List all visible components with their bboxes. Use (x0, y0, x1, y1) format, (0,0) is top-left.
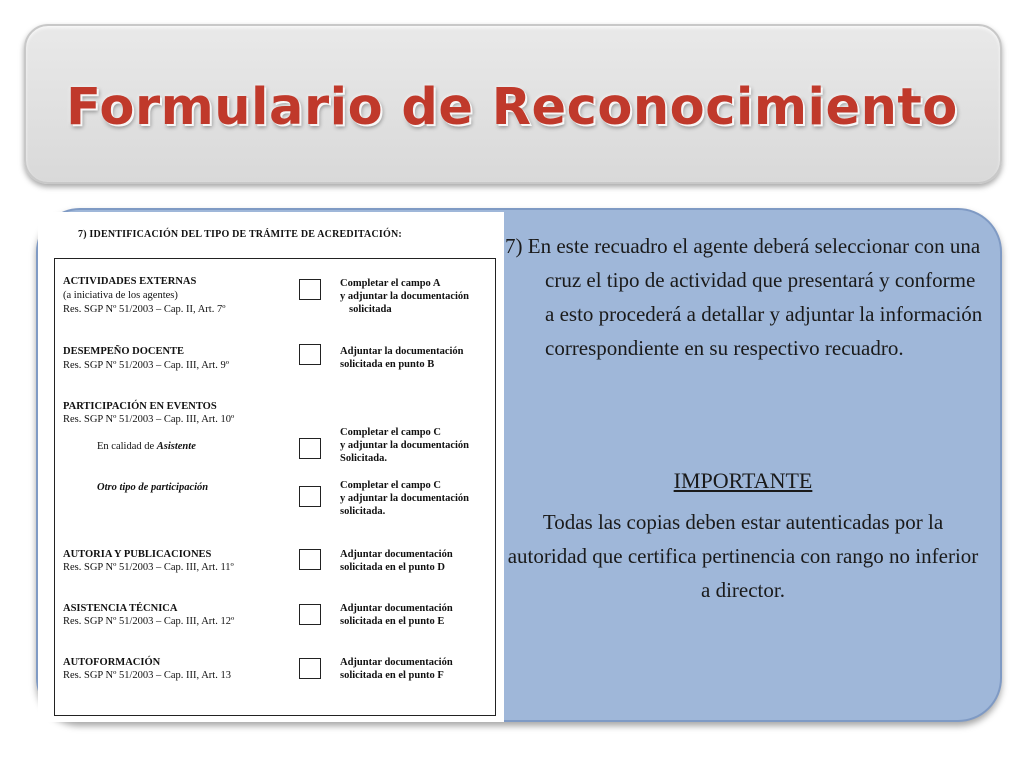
form-image (38, 212, 504, 722)
section-authorship-instruction-1: Adjuntar documentación (340, 549, 453, 560)
section-teaching-instruction-1: Adjuntar la documentación (340, 346, 464, 357)
section-authorship-resolution: Res. SGP Nº 51/2003 – Cap. III, Art. 11º (63, 562, 234, 573)
section-selftraining-instruction-2: solicitada en el punto F (340, 670, 444, 681)
section-external-instruction-1: Completar el campo A (340, 278, 441, 289)
form-frame (54, 258, 496, 716)
section-technical-instruction-1: Adjuntar documentación (340, 603, 453, 614)
description-text (505, 229, 985, 365)
events-attendee-instruction-2: y adjuntar la documentación (340, 440, 470, 451)
section-authorship-title: AUTORIA Y PUBLICACIONES (63, 549, 212, 560)
page-title: Formulario de Reconocimiento (66, 78, 958, 137)
section-authorship-instruction-2: solicitada en el punto D (340, 562, 446, 573)
events-other-instruction-3: solicitada. (340, 506, 386, 517)
checkbox-external[interactable] (299, 279, 321, 300)
section-selftraining-resolution: Res. SGP Nº 51/2003 – Cap. III, Art. 13 (63, 670, 231, 681)
section-selftraining-title: AUTOFORMACIÓN (63, 657, 161, 668)
important-heading: IMPORTANTE (673, 468, 813, 493)
section-selftraining-instruction-1: Adjuntar documentación (340, 657, 453, 668)
section-events-resolution: Res. SGP Nº 51/2003 – Cap. III, Art. 10º (63, 414, 235, 425)
section-teaching-resolution: Res. SGP Nº 51/2003 – Cap. III, Art. 9º (63, 360, 229, 371)
section-teaching-instruction-2: solicitada en punto B (340, 359, 435, 370)
section-external-instruction-2: y adjuntar la documentación (340, 291, 470, 302)
section-external-resolution: Res. SGP Nº 51/2003 – Cap. II, Art. 7º (63, 304, 226, 315)
section-technical-instruction-2: solicitada en el punto E (340, 616, 445, 627)
section-technical-resolution: Res. SGP Nº 51/2003 – Cap. III, Art. 12º (63, 616, 235, 627)
checkbox-events-attendee[interactable] (299, 438, 321, 459)
section-events-title: PARTICIPACIÓN EN EVENTOS (63, 401, 217, 412)
events-attendee-label: En calidad de Asistente (97, 441, 196, 452)
section-external-subtitle: (a iniciativa de los agentes) (63, 290, 178, 301)
checkbox-technical[interactable] (299, 604, 321, 625)
checkbox-teaching[interactable] (299, 344, 321, 365)
important-text: Todas las copias deben estar autenticadas por la autoridad que certifica pertinencia con rango no inferior a director. (507, 510, 979, 602)
form-heading: 7) IDENTIFICACIÓN DEL TIPO DE TRÁMITE DE ACREDITACIÓN: (78, 229, 402, 240)
events-attendee-instruction-1: Completar el campo C (340, 427, 441, 438)
checkbox-selftraining[interactable] (299, 658, 321, 679)
events-other-label: Otro tipo de participación (97, 482, 209, 493)
checkbox-events-other[interactable] (299, 486, 321, 507)
section-external-instruction-3: solicitada (349, 304, 392, 315)
section-technical-title: ASISTENCIA TÉCNICA (63, 603, 178, 614)
checkbox-authorship[interactable] (299, 549, 321, 570)
events-other-instruction-1: Completar el campo C (340, 480, 441, 491)
section-teaching-title: DESEMPEÑO DOCENTE (63, 346, 185, 357)
events-other-instruction-2: y adjuntar la documentación (340, 493, 470, 504)
events-attendee-instruction-3: Solicitada. (340, 453, 387, 464)
section-external-title: ACTIVIDADES EXTERNAS (63, 276, 197, 287)
description-paragraph: 7) En este recuadro el agente deberá seleccionar con una cruz el tipo de actividad que presentará y conforme a esto procederá a detallar y adjuntar la información correspondiente en su respectivo recuadro. (505, 234, 983, 360)
